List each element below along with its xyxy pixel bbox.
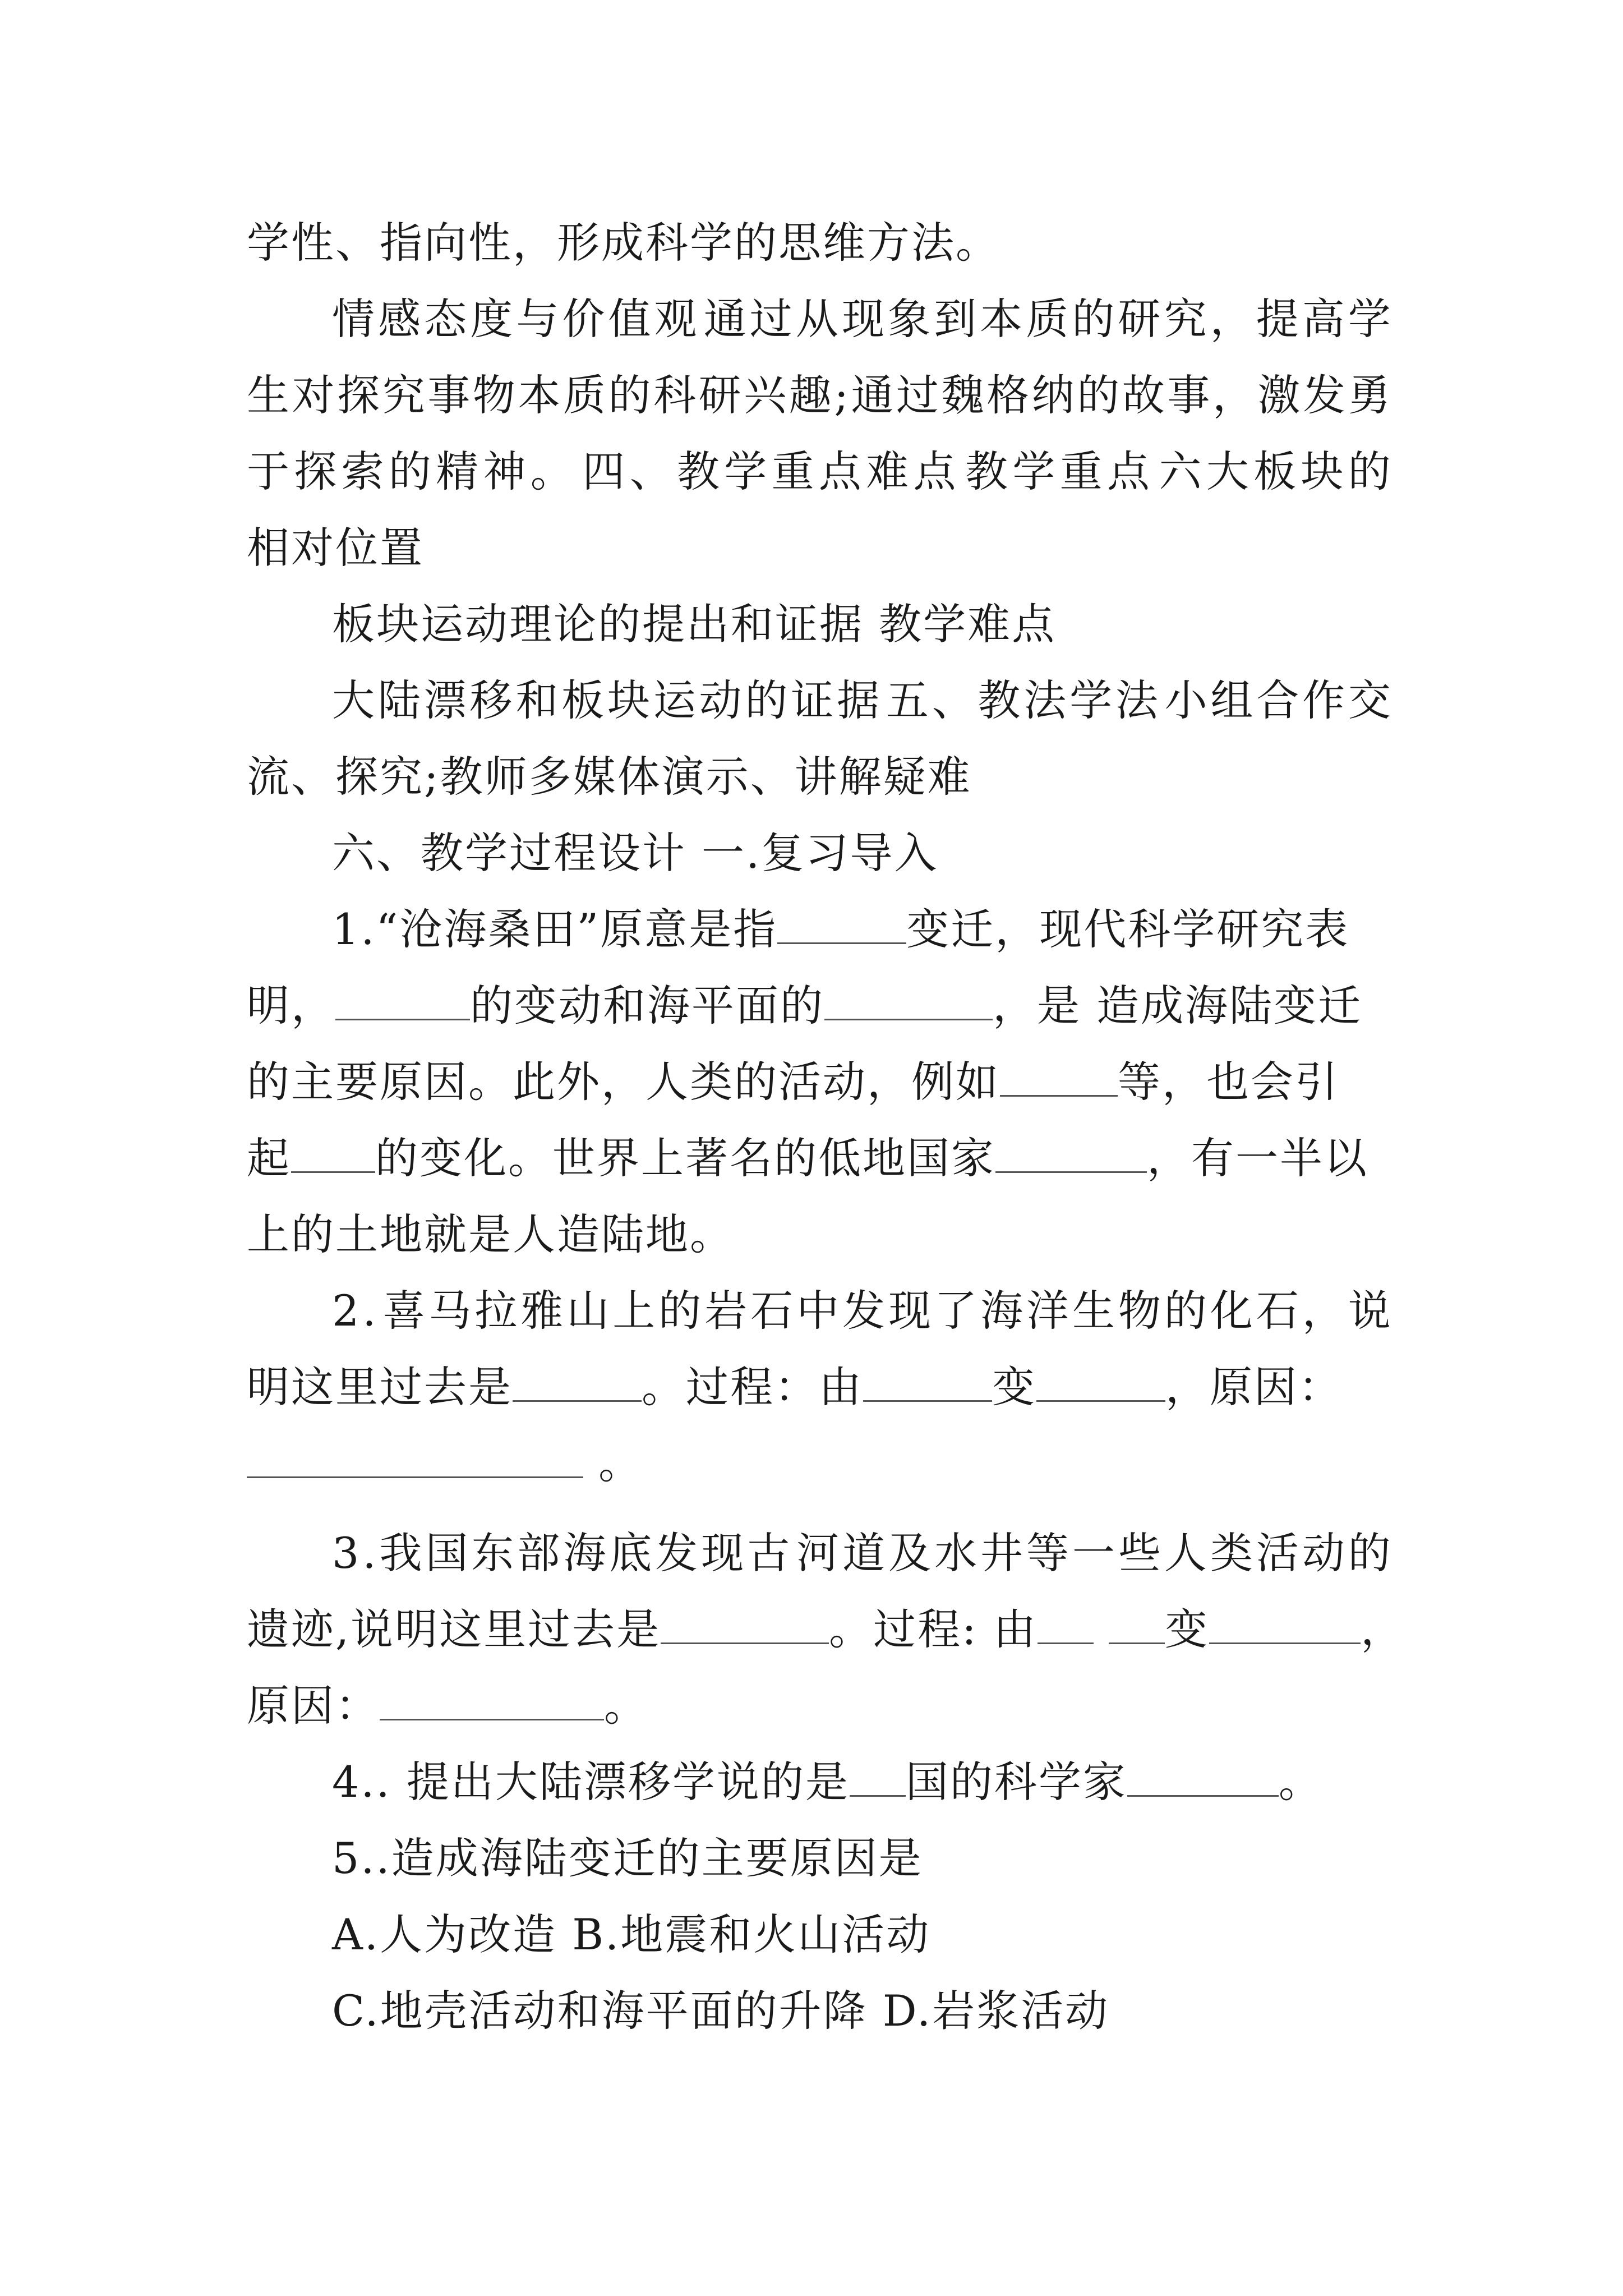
paragraph-line: 相对位置 <box>247 523 424 573</box>
question-text: ，是 造成海陆变迁 <box>993 981 1363 1030</box>
answer-blank[interactable] <box>1000 1056 1118 1097</box>
answer-blank[interactable] <box>1209 1603 1361 1644</box>
paragraph-line: 生 对 探 究 事 物 本 质 的 科 研 兴 趣 ; 通 过 魏 格 纳 的 故 事 ， 激 发 勇 <box>247 370 1391 420</box>
question-5-options: A.人为改造 B.地震和火山活动 <box>332 1910 931 1959</box>
question-5-stem: 5..造成海陆变迁的主要原因是 <box>332 1833 923 1883</box>
answer-blank[interactable] <box>777 903 906 944</box>
question-1-line <box>247 1120 1391 1197</box>
question-text: 的变化。世界上著名的低地国家 <box>375 1133 995 1183</box>
question-text: 变迁，现代科学研究表 <box>906 904 1350 954</box>
document-page <box>247 205 1405 2049</box>
question-text: ， <box>1361 1604 1405 1654</box>
answer-blank[interactable] <box>1036 1361 1165 1402</box>
question-3-line: 3 . 我 国 东 部 海 底 发 现 古 河 道 及 水 井 等 一 些 人 类 活 动 的 <box>332 1528 1391 1578</box>
question-text: 。过程：由 <box>642 1362 863 1412</box>
paragraph-line: 情 感 态 度 与 价 值 观 通 过 从 现 象 到 本 质 的 研 究 ， 提 高 学 <box>332 294 1391 344</box>
question-1-line <box>247 968 1391 1044</box>
question-text: 国的科学家 <box>905 1757 1127 1807</box>
question-text: 的变动和海平面的 <box>470 981 824 1030</box>
question-text: 。 <box>583 1438 643 1488</box>
answer-blank[interactable] <box>335 979 470 1020</box>
question-text: ，原因： <box>1165 1362 1343 1412</box>
question-text: 等，也会引 <box>1118 1057 1339 1107</box>
question-3-line <box>247 1668 1391 1744</box>
question-text: 1.“沧海桑田”原意是指 <box>332 904 778 954</box>
question-1-line <box>247 891 1391 968</box>
question-2-line <box>247 1425 1391 1502</box>
paragraph-line: 学性、指向性，形成科学的思维方法。 <box>247 218 1000 268</box>
question-1-line <box>247 1044 1391 1120</box>
answer-blank[interactable] <box>513 1361 642 1402</box>
answer-blank[interactable] <box>1038 1603 1094 1644</box>
question-text: 原因： <box>247 1681 380 1731</box>
answer-blank[interactable] <box>291 1132 375 1173</box>
paragraph-line: 大 陆 漂 移 和 板 块 运 动 的 证 据 五 、 教 法 学 法 小 组 合 作 交 <box>332 675 1391 725</box>
question-text: 明这里过去是 <box>247 1362 513 1412</box>
answer-blank[interactable] <box>1109 1603 1165 1644</box>
paragraph-line: 板块运动理论的提出和证据 教学难点 <box>332 599 1057 649</box>
question-text: 遗迹,说明这里过去是 <box>247 1604 661 1654</box>
question-2-line: 2 . 喜 马 拉 雅 山 上 的 岩 石 中 发 现 了 海 洋 生 物 的 化 石 ， 说 <box>332 1286 1391 1336</box>
question-2-line <box>247 1349 1391 1425</box>
section-heading: 六、教学过程设计 一.复习导入 <box>332 828 939 878</box>
answer-blank[interactable] <box>1127 1756 1279 1797</box>
question-text: 4.. 提出大陆漂移学说的是 <box>332 1757 850 1807</box>
question-3-line <box>247 1591 1405 1668</box>
question-text: 起 <box>247 1133 291 1183</box>
paragraph-line: 于 探 索 的 精 神 。 四 、 教 学 重 点 难 点 教 学 重 点 六 大 板 块 的 <box>247 447 1391 496</box>
question-5-options: C.地壳活动和海平面的升降 D.岩浆活动 <box>332 1986 1110 2036</box>
question-text: 变 <box>992 1362 1036 1412</box>
answer-blank[interactable] <box>850 1756 906 1797</box>
answer-blank[interactable] <box>380 1680 604 1720</box>
question-text: ，有一半以 <box>1147 1133 1368 1183</box>
question-text: 变 <box>1165 1604 1210 1654</box>
question-text: 明， <box>247 981 335 1030</box>
paragraph-line: 流、探究;教师多媒体演示、讲解疑难 <box>247 752 972 802</box>
question-1-line: 上的土地就是人造陆地。 <box>247 1209 734 1259</box>
question-text: 的主要原因。此外，人类的活动，例如 <box>247 1057 1000 1107</box>
answer-blank[interactable] <box>995 1132 1147 1173</box>
answer-blank[interactable] <box>247 1437 583 1478</box>
answer-blank[interactable] <box>661 1603 829 1644</box>
answer-blank[interactable] <box>824 979 993 1020</box>
question-text: 。 <box>1278 1757 1323 1807</box>
question-text: 。过程: 由 <box>829 1604 1038 1654</box>
question-4-line <box>247 1744 1391 1820</box>
question-text: 。 <box>604 1681 648 1731</box>
answer-blank[interactable] <box>863 1361 992 1402</box>
